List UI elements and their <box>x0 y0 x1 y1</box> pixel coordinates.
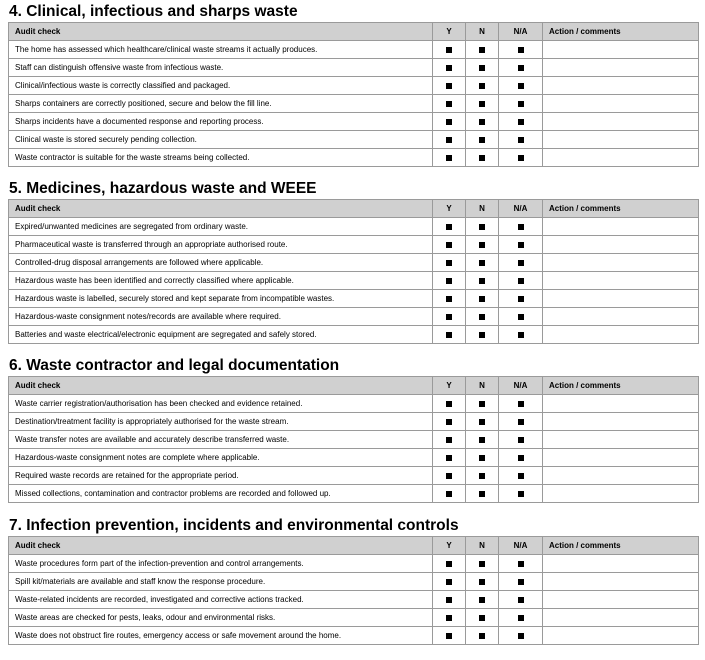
table-row <box>9 449 699 467</box>
audit-check-text: Expired/unwanted medicines are segregated from ordinary waste. <box>9 218 433 236</box>
checkbox-y[interactable] <box>446 401 452 407</box>
checkbox-n[interactable] <box>479 561 485 567</box>
checkbox-cell-n <box>466 591 499 609</box>
checkbox-cell-na <box>499 395 543 413</box>
checkbox-cell-n <box>466 485 499 503</box>
action-comments-field[interactable] <box>543 609 699 627</box>
checkbox-n[interactable] <box>479 155 485 161</box>
checkbox-cell-y <box>433 272 466 290</box>
table-row <box>9 95 699 113</box>
checkbox-cell-n <box>466 131 499 149</box>
checkbox-cell-y <box>433 113 466 131</box>
checkbox-na[interactable] <box>518 633 524 639</box>
column-header-na: N/A <box>499 23 543 41</box>
checkbox-y[interactable] <box>446 119 452 125</box>
table-row <box>9 627 699 645</box>
checkbox-cell-y <box>433 308 466 326</box>
table-row <box>9 41 699 59</box>
checkbox-y[interactable] <box>446 260 452 266</box>
checkbox-cell-na <box>499 41 543 59</box>
checkbox-cell-na <box>499 254 543 272</box>
checkbox-n[interactable] <box>479 224 485 230</box>
checkbox-y[interactable] <box>446 224 452 230</box>
checkbox-cell-n <box>466 573 499 591</box>
column-header-audit-check: Audit check <box>9 200 433 218</box>
checkbox-na[interactable] <box>518 561 524 567</box>
checkbox-cell-n <box>466 395 499 413</box>
checkbox-n[interactable] <box>479 137 485 143</box>
checkbox-cell-n <box>466 308 499 326</box>
action-comments-field[interactable] <box>543 131 699 149</box>
checkbox-cell-n <box>466 627 499 645</box>
checkbox-cell-n <box>466 95 499 113</box>
checkbox-na[interactable] <box>518 65 524 71</box>
checkbox-y[interactable] <box>446 155 452 161</box>
checkbox-cell-y <box>433 218 466 236</box>
checkbox-cell-n <box>466 218 499 236</box>
column-header-n: N <box>466 200 499 218</box>
checkbox-na[interactable] <box>518 314 524 320</box>
checkbox-cell-na <box>499 467 543 485</box>
action-comments-field[interactable] <box>543 272 699 290</box>
checkbox-cell-na <box>499 59 543 77</box>
table-row <box>9 149 699 167</box>
column-header-n: N <box>466 23 499 41</box>
audit-check-text: Batteries and waste electrical/electronic equipment are segregated and safely stored. <box>9 326 433 344</box>
checkbox-n[interactable] <box>479 579 485 585</box>
checkbox-na[interactable] <box>518 242 524 248</box>
checkbox-cell-n <box>466 449 499 467</box>
audit-section-3 <box>8 354 698 503</box>
action-comments-field[interactable] <box>543 254 699 272</box>
checkbox-na[interactable] <box>518 47 524 53</box>
checkbox-n[interactable] <box>479 597 485 603</box>
column-header-audit-check: Audit check <box>9 23 433 41</box>
audit-check-text: Clinical waste is stored securely pending collection. <box>9 131 433 149</box>
checkbox-y[interactable] <box>446 615 452 621</box>
checkbox-na[interactable] <box>518 101 524 107</box>
checkbox-na[interactable] <box>518 278 524 284</box>
checkbox-cell-y <box>433 41 466 59</box>
column-header-n: N <box>466 537 499 555</box>
checkbox-cell-na <box>499 555 543 573</box>
checkbox-na[interactable] <box>518 83 524 89</box>
checkbox-y[interactable] <box>446 437 452 443</box>
checkbox-y[interactable] <box>446 455 452 461</box>
checkbox-cell-n <box>466 413 499 431</box>
checkbox-cell-y <box>433 449 466 467</box>
checkbox-cell-y <box>433 236 466 254</box>
checkbox-cell-n <box>466 467 499 485</box>
action-comments-field[interactable] <box>543 555 699 573</box>
table-row <box>9 431 699 449</box>
column-header-na: N/A <box>499 537 543 555</box>
action-comments-field[interactable] <box>543 149 699 167</box>
column-header-action: Action / comments <box>543 537 699 555</box>
column-header-action: Action / comments <box>543 200 699 218</box>
audit-check-text: Waste carrier registration/authorisation has been checked and evidence retained. <box>9 395 433 413</box>
column-header-n: N <box>466 377 499 395</box>
column-header-y: Y <box>433 377 466 395</box>
action-comments-field[interactable] <box>543 308 699 326</box>
column-header-na: N/A <box>499 377 543 395</box>
section-heading: 4. Clinical, infectious and sharps waste <box>9 3 298 20</box>
checkbox-y[interactable] <box>446 242 452 248</box>
checkbox-cell-n <box>466 59 499 77</box>
checkbox-cell-na <box>499 326 543 344</box>
checkbox-cell-y <box>433 573 466 591</box>
audit-check-text: Hazardous waste has been identified and correctly classified where applicable. <box>9 272 433 290</box>
checkbox-cell-n <box>466 77 499 95</box>
checkbox-cell-y <box>433 326 466 344</box>
audit-check-text: Hazardous-waste consignment notes/records are available where required. <box>9 308 433 326</box>
checkbox-cell-y <box>433 77 466 95</box>
checkbox-n[interactable] <box>479 473 485 479</box>
checkbox-n[interactable] <box>479 101 485 107</box>
checkbox-n[interactable] <box>479 437 485 443</box>
checkbox-cell-na <box>499 431 543 449</box>
audit-section-1 <box>8 0 698 167</box>
column-header-audit-check: Audit check <box>9 537 433 555</box>
checkbox-na[interactable] <box>518 296 524 302</box>
checkbox-cell-n <box>466 609 499 627</box>
table-row <box>9 326 699 344</box>
column-header-y: Y <box>433 23 466 41</box>
audit-section-4 <box>8 514 698 645</box>
checkbox-cell-na <box>499 236 543 254</box>
action-comments-field[interactable] <box>543 485 699 503</box>
checkbox-cell-na <box>499 413 543 431</box>
action-comments-field[interactable] <box>543 591 699 609</box>
table-row <box>9 236 699 254</box>
checkbox-n[interactable] <box>479 83 485 89</box>
column-header-na: N/A <box>499 200 543 218</box>
checkbox-cell-y <box>433 395 466 413</box>
checkbox-cell-y <box>433 149 466 167</box>
checkbox-cell-n <box>466 290 499 308</box>
checkbox-na[interactable] <box>518 260 524 266</box>
action-comments-field[interactable] <box>543 395 699 413</box>
audit-check-text: Waste procedures form part of the infection-prevention and control arrangements. <box>9 555 433 573</box>
action-comments-field[interactable] <box>543 413 699 431</box>
audit-check-text: Missed collections, contamination and contractor problems are recorded and followed up. <box>9 485 433 503</box>
checkbox-cell-na <box>499 485 543 503</box>
action-comments-field[interactable] <box>543 326 699 344</box>
table-row <box>9 413 699 431</box>
action-comments-field[interactable] <box>543 77 699 95</box>
checkbox-n[interactable] <box>479 119 485 125</box>
checkbox-na[interactable] <box>518 224 524 230</box>
checkbox-n[interactable] <box>479 314 485 320</box>
checkbox-na[interactable] <box>518 491 524 497</box>
audit-check-text: Waste does not obstruct fire routes, emergency access or safe movement around the home. <box>9 627 433 645</box>
checkbox-cell-na <box>499 272 543 290</box>
checkbox-cell-n <box>466 431 499 449</box>
table-header-row <box>9 200 699 218</box>
checkbox-y[interactable] <box>446 83 452 89</box>
checkbox-cell-y <box>433 591 466 609</box>
table-row <box>9 467 699 485</box>
audit-check-text: Required waste records are retained for the appropriate period. <box>9 467 433 485</box>
checkbox-y[interactable] <box>446 278 452 284</box>
table-row <box>9 591 699 609</box>
checkbox-cell-y <box>433 555 466 573</box>
checkbox-cell-na <box>499 609 543 627</box>
table-row <box>9 131 699 149</box>
checkbox-y[interactable] <box>446 314 452 320</box>
action-comments-field[interactable] <box>543 431 699 449</box>
table-row <box>9 609 699 627</box>
checkbox-cell-na <box>499 449 543 467</box>
audit-check-text: The home has assessed which healthcare/clinical waste streams it actually produces. <box>9 41 433 59</box>
checkbox-y[interactable] <box>446 561 452 567</box>
checkbox-y[interactable] <box>446 491 452 497</box>
checkbox-cell-na <box>499 573 543 591</box>
checkbox-n[interactable] <box>479 615 485 621</box>
audit-check-text: Hazardous-waste consignment notes are complete where applicable. <box>9 449 433 467</box>
checkbox-cell-n <box>466 149 499 167</box>
checkbox-cell-na <box>499 95 543 113</box>
audit-check-text: Sharps incidents have a documented response and reporting process. <box>9 113 433 131</box>
checkbox-y[interactable] <box>446 473 452 479</box>
audit-table <box>8 376 699 503</box>
table-row <box>9 59 699 77</box>
table-header-row <box>9 377 699 395</box>
checkbox-na[interactable] <box>518 332 524 338</box>
action-comments-field[interactable] <box>543 627 699 645</box>
audit-table <box>8 22 699 167</box>
column-header-action: Action / comments <box>543 23 699 41</box>
checkbox-y[interactable] <box>446 332 452 338</box>
checkbox-na[interactable] <box>518 455 524 461</box>
checkbox-n[interactable] <box>479 242 485 248</box>
checkbox-n[interactable] <box>479 278 485 284</box>
checkbox-cell-y <box>433 485 466 503</box>
audit-check-text: Waste transfer notes are available and accurately describe transferred waste. <box>9 431 433 449</box>
table-row <box>9 113 699 131</box>
column-header-y: Y <box>433 537 466 555</box>
checkbox-n[interactable] <box>479 260 485 266</box>
action-comments-field[interactable] <box>543 467 699 485</box>
checkbox-cell-y <box>433 467 466 485</box>
checkbox-cell-na <box>499 308 543 326</box>
checkbox-cell-y <box>433 131 466 149</box>
audit-check-text: Waste contractor is suitable for the waste streams being collected. <box>9 149 433 167</box>
action-comments-field[interactable] <box>543 290 699 308</box>
audit-check-text: Clinical/infectious waste is correctly classified and packaged. <box>9 77 433 95</box>
table-row <box>9 272 699 290</box>
checkbox-y[interactable] <box>446 47 452 53</box>
audit-check-text: Spill kit/materials are available and staff know the response procedure. <box>9 573 433 591</box>
section-heading: 5. Medicines, hazardous waste and WEEE <box>9 180 317 197</box>
checkbox-cell-y <box>433 627 466 645</box>
checkbox-cell-na <box>499 290 543 308</box>
checkbox-n[interactable] <box>479 491 485 497</box>
checkbox-cell-y <box>433 431 466 449</box>
section-heading: 7. Infection prevention, incidents and environmental controls <box>9 517 459 534</box>
checkbox-na[interactable] <box>518 119 524 125</box>
audit-check-text: Pharmaceutical waste is transferred through an appropriate authorised route. <box>9 236 433 254</box>
checkbox-n[interactable] <box>479 65 485 71</box>
column-header-y: Y <box>433 200 466 218</box>
table-row <box>9 218 699 236</box>
checkbox-y[interactable] <box>446 597 452 603</box>
checkbox-cell-na <box>499 113 543 131</box>
checkbox-y[interactable] <box>446 419 452 425</box>
checkbox-cell-n <box>466 326 499 344</box>
checkbox-y[interactable] <box>446 101 452 107</box>
table-row <box>9 555 699 573</box>
checkbox-na[interactable] <box>518 419 524 425</box>
action-comments-field[interactable] <box>543 41 699 59</box>
action-comments-field[interactable] <box>543 59 699 77</box>
checkbox-cell-n <box>466 113 499 131</box>
checkbox-na[interactable] <box>518 437 524 443</box>
checkbox-cell-na <box>499 131 543 149</box>
checkbox-cell-na <box>499 77 543 95</box>
checkbox-y[interactable] <box>446 633 452 639</box>
audit-table <box>8 536 699 645</box>
checkbox-na[interactable] <box>518 155 524 161</box>
table-row <box>9 395 699 413</box>
audit-check-text: Staff can distinguish offensive waste from infectious waste. <box>9 59 433 77</box>
audit-check-text: Controlled-drug disposal arrangements are followed where applicable. <box>9 254 433 272</box>
table-row <box>9 290 699 308</box>
section-heading: 6. Waste contractor and legal documentation <box>9 357 340 374</box>
audit-section-2 <box>8 177 698 344</box>
table-row <box>9 77 699 95</box>
checkbox-cell-n <box>466 41 499 59</box>
table-header-row <box>9 537 699 555</box>
action-comments-field[interactable] <box>543 449 699 467</box>
audit-check-text: Destination/treatment facility is appropriately authorised for the waste stream. <box>9 413 433 431</box>
checkbox-na[interactable] <box>518 473 524 479</box>
checkbox-na[interactable] <box>518 615 524 621</box>
audit-check-text: Sharps containers are correctly positioned, secure and below the fill line. <box>9 95 433 113</box>
checkbox-cell-y <box>433 609 466 627</box>
checkbox-cell-na <box>499 149 543 167</box>
audit-check-text: Waste areas are checked for pests, leaks, odour and environmental risks. <box>9 609 433 627</box>
action-comments-field[interactable] <box>543 573 699 591</box>
checkbox-n[interactable] <box>479 633 485 639</box>
checkbox-cell-na <box>499 627 543 645</box>
checkbox-cell-n <box>466 272 499 290</box>
table-header-row <box>9 23 699 41</box>
table-row <box>9 308 699 326</box>
checkbox-cell-y <box>433 59 466 77</box>
checkbox-y[interactable] <box>446 579 452 585</box>
checkbox-n[interactable] <box>479 455 485 461</box>
checkbox-n[interactable] <box>479 296 485 302</box>
checkbox-y[interactable] <box>446 137 452 143</box>
audit-check-text: Hazardous waste is labelled, securely stored and kept separate from incompatible wastes. <box>9 290 433 308</box>
column-header-audit-check: Audit check <box>9 377 433 395</box>
table-row <box>9 254 699 272</box>
checkbox-cell-y <box>433 254 466 272</box>
checkbox-cell-n <box>466 254 499 272</box>
checkbox-cell-na <box>499 218 543 236</box>
action-comments-field[interactable] <box>543 218 699 236</box>
checkbox-y[interactable] <box>446 296 452 302</box>
checkbox-na[interactable] <box>518 597 524 603</box>
checkbox-n[interactable] <box>479 419 485 425</box>
action-comments-field[interactable] <box>543 113 699 131</box>
table-row <box>9 573 699 591</box>
checkbox-cell-n <box>466 236 499 254</box>
table-row <box>9 485 699 503</box>
action-comments-field[interactable] <box>543 95 699 113</box>
checkbox-na[interactable] <box>518 401 524 407</box>
checkbox-cell-y <box>433 290 466 308</box>
action-comments-field[interactable] <box>543 236 699 254</box>
column-header-action: Action / comments <box>543 377 699 395</box>
checkbox-cell-y <box>433 413 466 431</box>
audit-check-text: Waste-related incidents are recorded, investigated and corrective actions tracked. <box>9 591 433 609</box>
checkbox-n[interactable] <box>479 47 485 53</box>
checkbox-n[interactable] <box>479 332 485 338</box>
checkbox-cell-n <box>466 555 499 573</box>
checkbox-na[interactable] <box>518 137 524 143</box>
checkbox-na[interactable] <box>518 579 524 585</box>
checkbox-cell-na <box>499 591 543 609</box>
checkbox-n[interactable] <box>479 401 485 407</box>
audit-table <box>8 199 699 344</box>
checkbox-y[interactable] <box>446 65 452 71</box>
checkbox-cell-y <box>433 95 466 113</box>
